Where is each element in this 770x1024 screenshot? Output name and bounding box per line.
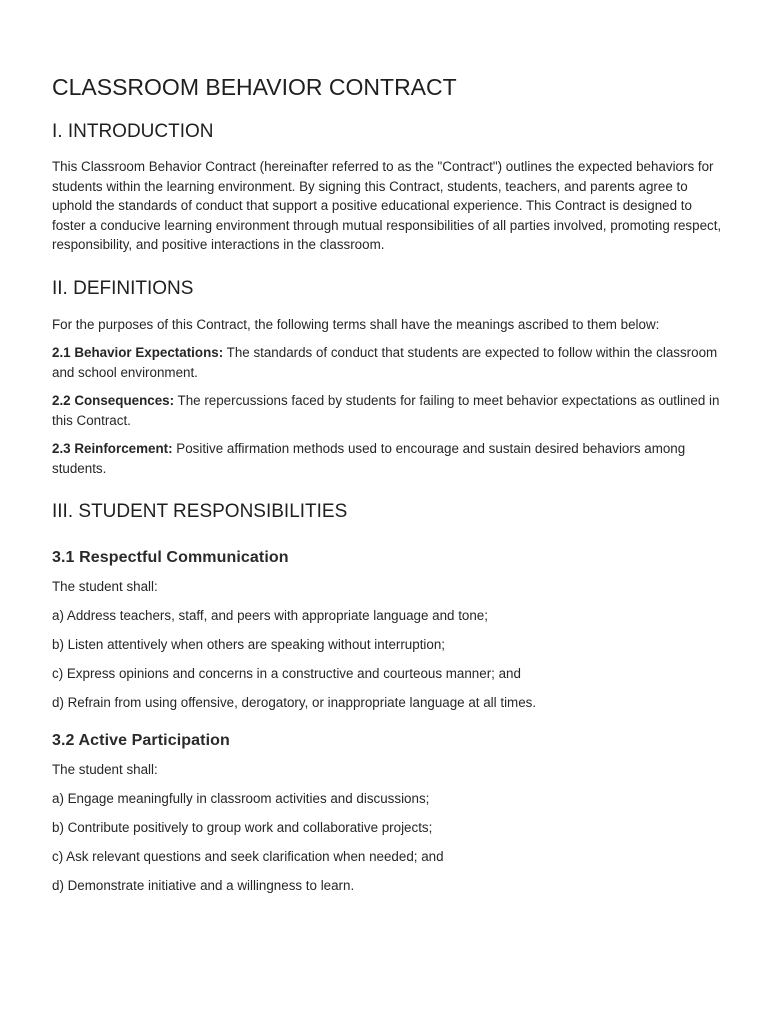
subsection-heading-active-participation: 3.2 Active Participation <box>52 731 230 749</box>
definition-term: 2.3 Reinforcement: <box>52 441 173 456</box>
document-title: CLASSROOM BEHAVIOR CONTRACT <box>52 74 457 100</box>
definitions-intro-paragraph: For the purposes of this Contract, the following terms shall have the meanings ascribed to them below: <box>52 316 660 332</box>
definition-text: The repercussions faced by students for failing to meet behavior expectations as outlined in this Contract. <box>52 393 720 428</box>
subsection-lead: The student shall: <box>52 579 158 594</box>
list-item: a) Engage meaningfully in classroom activities and discussions; <box>52 790 430 806</box>
document-page <box>52 68 722 895</box>
list-item: c) Ask relevant questions and seek clarification when needed; and <box>52 848 444 864</box>
introduction-paragraph: This Classroom Behavior Contract (hereinafter referred to as the "Contract") outlines the expected behaviors for students within the learning environment. By signing this Contract, students, teachers, and parents agree to uphold the standards of conduct that support a positive educational experience. This Contract is designed to foster a conducive learning environment through mutual responsibilities of all parties involved, promoting respect, responsibility, and positive interactions in the classroom. <box>52 159 722 252</box>
subsection-heading-respectful-communication: 3.1 Respectful Communication <box>52 549 289 566</box>
list-item: c) Express opinions and concerns in a constructive and courteous manner; and <box>52 666 521 681</box>
definition-term: 2.1 Behavior Expectations: <box>52 345 224 360</box>
definition-item <box>52 391 722 430</box>
definition-text: Positive affirmation methods used to encourage and sustain desired behaviors among students. <box>52 441 686 476</box>
list-item: b) Listen attentively when others are speaking without interruption; <box>52 637 446 652</box>
section-heading-definitions: II. DEFINITIONS <box>52 277 194 299</box>
section-heading-student-responsibilities: III. STUDENT RESPONSIBILITIES <box>52 501 348 522</box>
list-item: a) Address teachers, staff, and peers with appropriate language and tone; <box>52 608 488 623</box>
definition-text: The standards of conduct that students are expected to follow within the classroom and school environment. <box>52 345 718 380</box>
section-heading-introduction: I. INTRODUCTION <box>52 121 214 142</box>
list-item: d) Demonstrate initiative and a willingness to learn. <box>52 877 355 893</box>
subsection-lead: The student shall: <box>52 761 158 777</box>
definition-item <box>52 343 722 382</box>
list-item: b) Contribute positively to group work and collaborative projects; <box>52 819 433 835</box>
list-item: d) Refrain from using offensive, derogatory, or inappropriate language at all times. <box>52 695 537 710</box>
definition-term: 2.2 Consequences: <box>52 393 175 408</box>
definition-item <box>52 439 722 478</box>
